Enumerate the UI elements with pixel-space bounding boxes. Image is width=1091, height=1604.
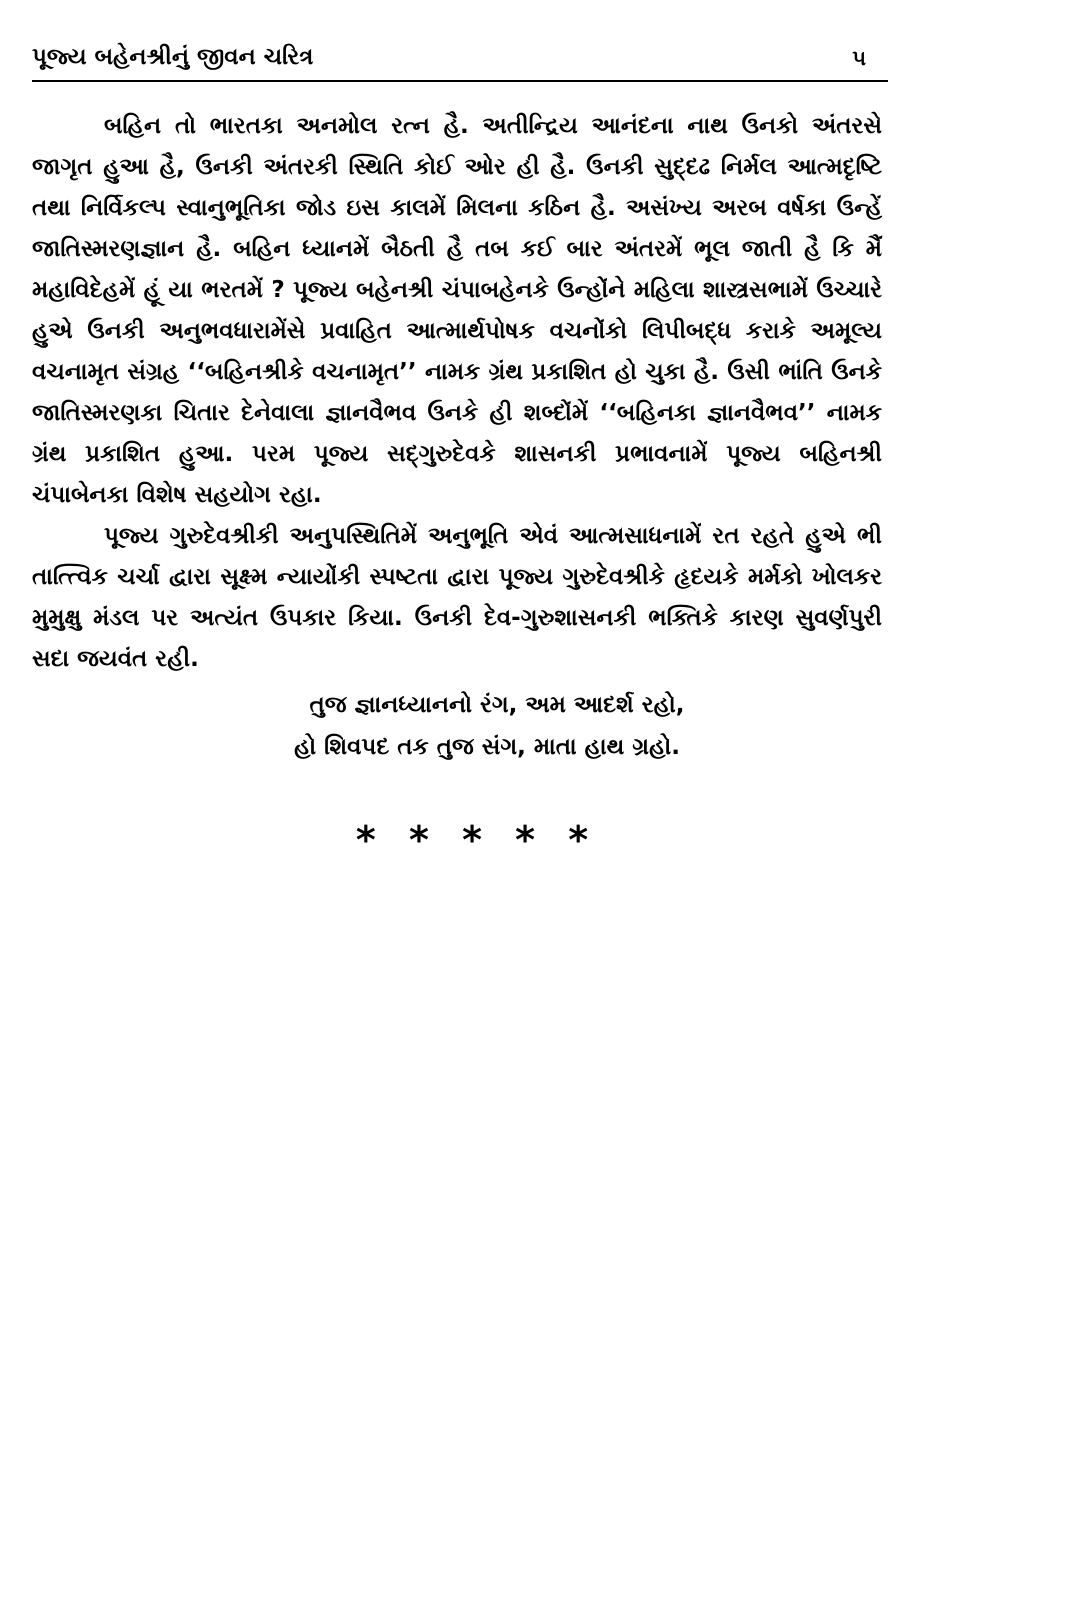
page-header: [32, 36, 888, 82]
verse: [32, 684, 882, 768]
page-number: ૫: [852, 46, 866, 70]
header-rule: [32, 80, 888, 82]
paragraph-2: પૂજ્ય ગુરુદેવશ્રીકી અનુપસ્થિતિમેં અનુભૂતિ એવં આત્મસાધનામેં રત રહતે હુએ ભી તાત્ત્વિક ચર્ચા દ્વારા સૂક્ષ્મ ન્યાયોંકી સ્પષ્ટતા દ્વારા પૂજ્ય ગુરુદેવશ્રીકે હૃદયકે મર્મકો ખોલકર મુમુક્ષુ મંડલ પર અત્યંત ઉપકાર કિયા. ઉનકી દેવ-ગુરુશાસનકી ભક્તિકે કારણ સુવર્ણપુરી સદા જયવંત રહી.: [32, 523, 882, 672]
body-text: [32, 106, 888, 862]
document-page: [32, 36, 888, 862]
paragraph-1: બહિન તો ભારતકા અનમોલ રત્ન હૈ. અતીન્દ્રિય આનંદના નાથ ઉનકો અંતરસે જાગૃત હુઆ હૈ, ઉનકી અંતરકી સ્થિતિ કોઈ ઓર હી હૈ. ઉનકી સુદ્દઢ નિર્મલ આત્મદૃષ્ટિ તથા નિર્વિકલ્પ સ્વાનુભૂતિકા જોડ ઇસ કાલમેં મિલના કઠિન હૈ. અસંખ્ય અરબ વર્ષકા ઉન્હેં જાતિસ્મરણજ્ઞાન હૈ. બહિન ધ્યાનમેં બૈઠતી હૈ તબ કઈ બાર અંતરમેં ભૂલ જાતી હૈ કિ મૈં મહાવિદેહમેં હૂં યા ભરતમેં ? પૂજ્ય બહેનશ્રી ચંપાબહેનકે ઉન્હોંને મહિલા શાસ્ત્રસભામેં ઉચ્ચારે હુએ ઉનકી અનુભવધારામેંસે પ્રવાહિત આત્માર્થપોષક વચનોંકો લિપીબદ્ધ કરાકે અમૂલ્ય વચનામૃત સંગ્રહ ‘‘બહિનશ્રીકે વચનામૃત’’ નામક ગ્રંથ પ્રકાશિત હો ચુકા હૈ. ઉસી ભાંતિ ઉનકે જાતિસ્મરણકા ચિતાર દેનેવાલા જ્ઞાનવૈભવ ઉનકે હી શબ્દોંમેં ‘‘બહિનકા જ્ઞાનવૈભવ’’ નામક ગ્રંથ પ્રકાશિત હુઆ. પરમ પૂજ્ય સદ્ગુરુદેવકે શાસનકી પ્રભાવનામેં પૂજ્ય બહિનશ્રી ચંપાબેનકા વિશેષ સહયોગ રહા.: [32, 113, 882, 508]
end-mark-asterisks: * * * * *: [355, 818, 599, 862]
running-title: પૂજ્ય બહેનશ્રીનું જીવન ચરિત્ર: [32, 44, 314, 70]
verse-line-2: હો શિવપદ તક તુજ સંગ, માતા હાથ ગ્રહો.: [294, 734, 680, 760]
verse-line-1: તુજ જ્ઞાનધ્યાનનો રંગ, અમ આદર્શ રહો,: [309, 692, 685, 718]
